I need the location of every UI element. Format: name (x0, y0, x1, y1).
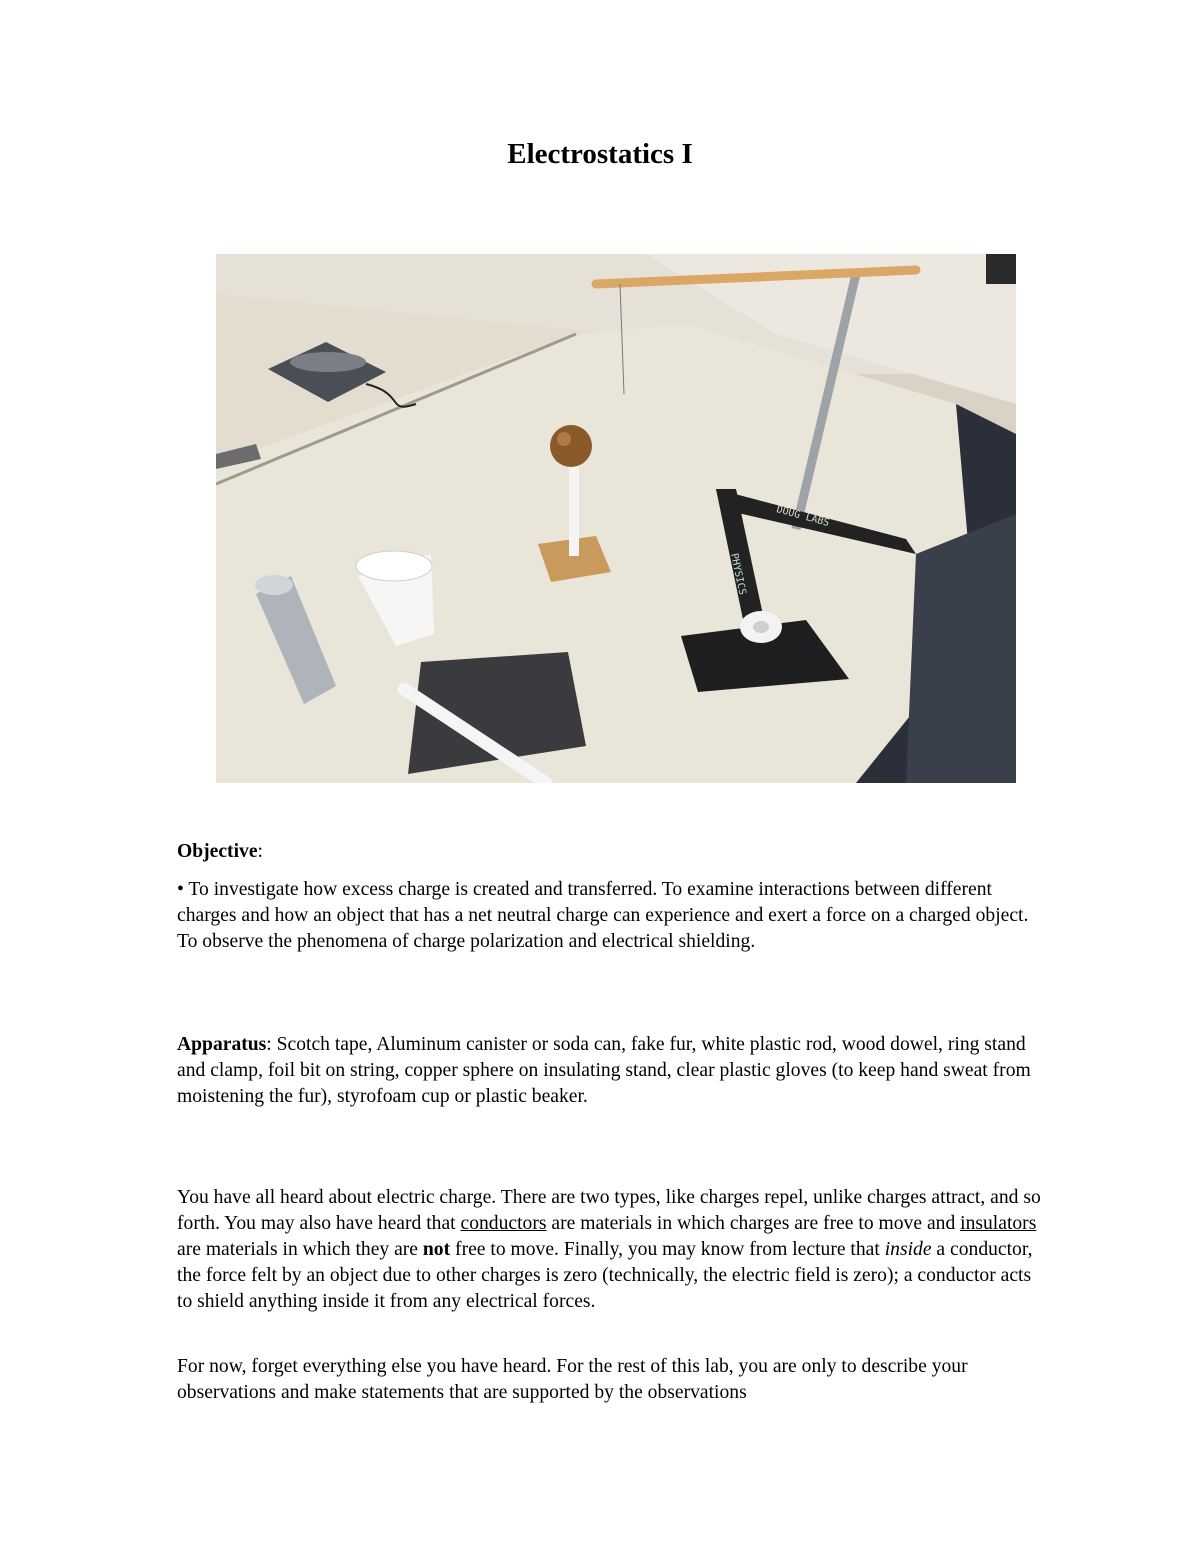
document-title: Electrostatics I (507, 138, 693, 170)
chair-seat (906, 514, 1016, 783)
intro-text-2: are materials in which charges are free to move and (546, 1213, 961, 1234)
canister-top (255, 575, 293, 595)
inside-emphasis: inside (884, 1239, 932, 1260)
copper-highlight (557, 432, 571, 446)
objective-colon: : (257, 841, 263, 862)
intro-text-5: a conductor, the force felt by an object due to other charges is zero (technically, the electric field is zero); a conductor acts to shield anything inside it from any electrical forces. (177, 1239, 1033, 1312)
insulators-term: insulators (960, 1213, 1037, 1234)
stand-label-lower: PHYSICS (728, 552, 748, 596)
apparatus-section (177, 1032, 1047, 1110)
intro-text-1: You have all heard about electric charge. There are two types, like charges repel, unlike charges attract, and so forth. You may also have heard that (177, 1187, 1041, 1234)
apparatus-text: : Scotch tape, Aluminum canister or soda can, fake fur, white plastic rod, wood dowel, ring stand and clamp, foil bit on string, copper sphere on insulating stand, clear plastic gloves (to keep hand sweat from moistening the fur), styrofoam cup or plastic beaker. (177, 1034, 1031, 1107)
balance-pan (290, 352, 366, 372)
intro-text-3: are materials in which they are (177, 1239, 423, 1260)
not-emphasis: not (422, 1239, 451, 1260)
copper-sphere (550, 425, 592, 467)
sphere-stand-post (569, 464, 579, 556)
conductors-term: conductors (460, 1213, 547, 1234)
objective-text: • To investigate how excess charge is created and transferred. To examine interactions between different charges and how an object that has a net neutral charge can experience and exert a force on a charged object. To observe the phenomena of charge polarization and electrical shielding. (177, 879, 1029, 952)
intro-text-4: free to move. Finally, you may know from lecture that (450, 1239, 885, 1260)
final-paragraph: For now, forget everything else you have heard. For the rest of this lab, you are only to describe your observations and make statements that are supported by the observations (177, 1356, 968, 1403)
stand-label-upper: DOUG LABS (775, 504, 831, 529)
cup-rim (356, 551, 432, 581)
objective-section (177, 839, 1047, 865)
objective-label: Objective (177, 841, 258, 862)
apparatus-photo (216, 254, 1016, 783)
tape-core (753, 621, 769, 633)
intro-paragraph (177, 1185, 1047, 1315)
blackboard-strip (986, 254, 1016, 284)
apparatus-label: Apparatus (177, 1034, 267, 1055)
